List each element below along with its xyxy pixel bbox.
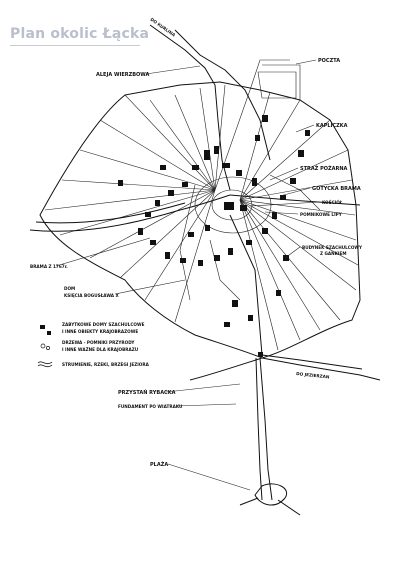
legend-building-icon bbox=[40, 325, 45, 329]
label-do-jezierzan: DO JEZIERZAN bbox=[295, 371, 330, 380]
village-streets bbox=[180, 175, 320, 300]
label-kapliczka: KAPLICZKA bbox=[316, 123, 348, 129]
label-dom-line2: KSIĘCIA BOGUSŁAWA X bbox=[64, 293, 119, 298]
legend-item-3-line1: STRUMIENIE, RZEKI, BRZEGI JEZIORA bbox=[62, 362, 149, 367]
legend-tree-icon bbox=[41, 344, 45, 348]
field-boundaries bbox=[45, 60, 358, 350]
label-pomnikowe-lipy: POMNIKOWE LIPY bbox=[300, 212, 342, 217]
label-dom-line1: DOM bbox=[64, 286, 76, 291]
label-aleja-wierzbowa: ALEJA WIERZBOWA bbox=[96, 72, 150, 78]
label-gotycka-brama: GOTYCKA BRAMA bbox=[312, 186, 361, 192]
legend-item-2-line2: I INNE WAŻNE DLA KRAJOBRAZU bbox=[62, 347, 139, 352]
label-plaza: PLAŻA bbox=[150, 462, 169, 468]
label-fundament-wiatraku: FUNDAMENT PO WIATRAKU bbox=[118, 404, 183, 409]
page-title: Plan okolic Łącka bbox=[10, 26, 150, 42]
buildings bbox=[118, 115, 310, 357]
legend bbox=[38, 322, 150, 367]
legend-stream-icon bbox=[38, 362, 52, 364]
legend-item-1-line1: ZABYTKOWE DOMY SZACHULCOWE bbox=[62, 322, 145, 327]
label-brama-1767: BRAMA Z 1767r. bbox=[30, 264, 68, 269]
label-budynek-line2: Z GANKIEM bbox=[320, 251, 347, 256]
leader-lines bbox=[56, 60, 320, 490]
label-straz-pozarna: STRAŻ POŻARNA bbox=[300, 166, 348, 172]
roads bbox=[30, 25, 380, 515]
label-przystan-rybacka: PRZYSTAŃ RYBACKA bbox=[118, 390, 176, 396]
label-kosciol: KOŚCIÓŁ bbox=[322, 200, 343, 205]
label-do-kurlina: DO KURLINA bbox=[149, 16, 177, 38]
legend-item-2-line1: DRZEWA - POMNIKI PRZYRODY bbox=[62, 340, 135, 345]
label-budynek-line1: BUDYNEK SZACHULCOWY bbox=[302, 245, 363, 250]
legend-item-1-line2: I INNE OBIEKTY KRAJOBRAZOWE bbox=[62, 329, 139, 334]
label-poczta: POCZTA bbox=[318, 58, 341, 64]
